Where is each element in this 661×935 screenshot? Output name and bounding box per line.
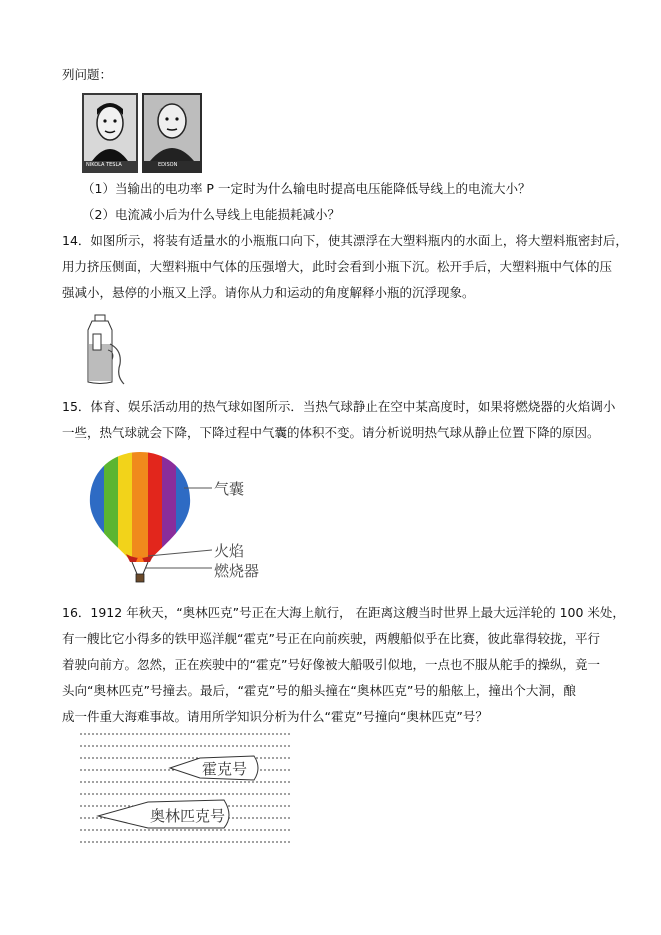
portrait-caption-left: NIKOLA TESLA — [86, 162, 122, 168]
q13-sub2: （2）电流减小后为什么导线上电能损耗减小？ — [82, 207, 340, 222]
q16-line-4: 头向“奥林匹克”号撞去。最后，“霍克”号的船头撞在“奥林匹克”号的船舷上，撞出个大洞，酿 — [62, 683, 576, 698]
portraits-image — [82, 93, 202, 173]
portraits-figure — [82, 93, 202, 173]
q16-line-5: 成一件重大海难事故。请用所学知识分析为什么“霍克”号撞向“奥林匹克”号？ — [62, 709, 488, 724]
q16-line-2: 有一艘比它小得多的铁甲巡洋舰“霍克”号正在向前疾驶，两艘船似乎在比赛，彼此靠得较拢，平行 — [62, 631, 600, 646]
label-burner: 燃烧器 — [214, 562, 260, 580]
q14-line-2: 用力挤压侧面，大塑料瓶中气体的压强增大，此时会看到小瓶下沉。松开手后，大塑料瓶中气体的压 — [62, 259, 613, 274]
balloon-figure — [80, 450, 280, 590]
q14-line-1: 14．如图所示，将装有适量水的小瓶瓶口向下，使其漂浮在大塑料瓶内的水面上，将大塑料瓶密封后， — [62, 233, 628, 248]
portrait-caption-right: EDISON — [158, 162, 178, 168]
label-flame: 火焰 — [214, 542, 245, 560]
intro-text: 列问题： — [62, 67, 113, 82]
q15-line-1: 15．体育、娱乐活动用的热气球如图所示．当热气球静止在空中某高度时，如果将燃烧器的火焰调小 — [62, 399, 616, 414]
q15-line-2: 一些，热气球就会下降，下降过程中气囊的体积不变。请分析说明热气球从静止位置下降的原因。 — [62, 425, 600, 440]
ship-large-label: 奥林匹克号 — [150, 807, 226, 825]
bottle-figure — [82, 314, 126, 386]
q14-line-3: 强减小，悬停的小瓶又上浮。请你从力和运动的角度解释小瓶的沉浮现象。 — [62, 285, 475, 300]
ships-figure — [78, 728, 298, 854]
ships-image — [78, 728, 298, 854]
q16-line-3: 着驶向前方。忽然，正在疾驶中的“霍克”号好像被大船吸引似地，一点也不服从舵手的操纵，竟一 — [62, 657, 600, 672]
ship-small-label: 霍克号 — [202, 760, 248, 778]
label-balloon: 气囊 — [214, 480, 245, 498]
q16-line-1: 16．1912 年秋天，“奥林匹克”号正在大海上航行， 在距离这艘当时世界上最大远洋轮的 100 米处， — [62, 605, 625, 620]
bottle-image — [82, 314, 126, 386]
q13-sub1: （1）当输出的电功率 P 一定时为什么输电时提高电压能降低导线上的电流大小？ — [82, 181, 531, 196]
